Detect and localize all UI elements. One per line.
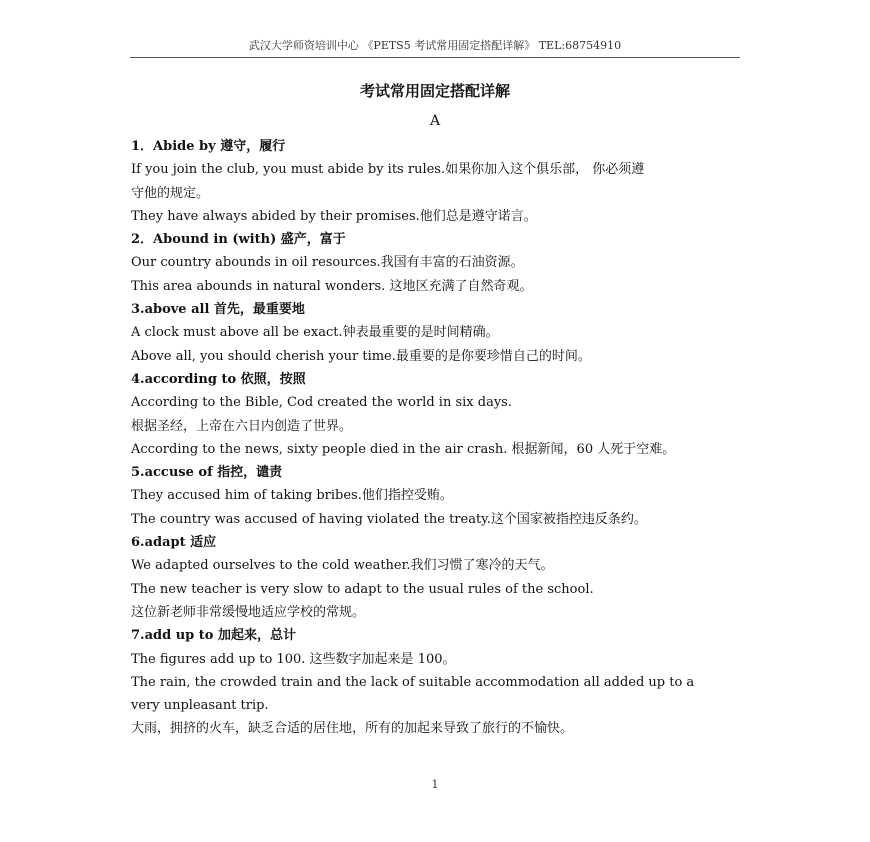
section-letter: A — [429, 113, 441, 129]
page-header: 武汉大学师资培训中心 《PETS5 考试常用固定搭配详解》 TEL:68754910 — [248, 39, 622, 52]
example-line: According to the news, sixty people died in the air crash. 根据新闻，60 人死于空难。 — [131, 441, 676, 457]
example-line: According to the Bible, Cod created the world in six days. — [131, 395, 512, 411]
example-line: Above all, you should cherish your time.最重要的是你要珍惜自己的时间。 — [131, 348, 591, 364]
example-line: They have always abided by their promises.他们总是遵守诺言。 — [131, 208, 537, 224]
example-line: We adapted ourselves to the cold weather.我们习惯了寒冷的天气。 — [131, 558, 554, 574]
entry-heading: 4.according to 依照，按照 — [131, 371, 306, 387]
example-line: 这位新老师非常缓慢地适应学校的常规。 — [131, 604, 366, 620]
entry-heading: 6.adapt 适应 — [131, 535, 217, 551]
example-line: very unpleasant trip. — [131, 698, 269, 714]
example-line: Our country abounds in oil resources.我国有丰富的石油资源。 — [131, 255, 524, 271]
entry-heading: 2．Abound in (with) 盛产，富于 — [131, 232, 346, 248]
example-line: This area abounds in natural wonders. 这地区充满了自然奇观。 — [131, 278, 533, 294]
example-line: The new teacher is very slow to adapt to the usual rules of the school. — [131, 581, 594, 597]
entry-heading: 7.add up to 加起来，总计 — [131, 628, 296, 644]
example-line: The figures add up to 100. 这些数字加起来是 100。 — [131, 651, 456, 667]
entry-heading: 5.accuse of 指控，谴责 — [131, 465, 283, 481]
document-title: 考试常用固定搭配详解 — [359, 82, 510, 100]
page-number: 1 — [431, 778, 439, 791]
example-line: If you join the club, you must abide by its rules.如果你加入这个俱乐部， 你必须遵 — [131, 162, 645, 178]
example-line: 根据圣经，上帝在六日内创造了世界。 — [131, 418, 353, 434]
entry-heading: 3.above all 首先，最重要地 — [131, 302, 305, 318]
example-line: 大雨，拥挤的火车，缺乏合适的居住地，所有的加起来导致了旅行的不愉快。 — [131, 721, 574, 737]
entry-heading: 1．Abide by 遵守，履行 — [131, 139, 286, 154]
example-line: The rain, the crowded train and the lack of suitable accommodation all added up to a — [131, 674, 695, 690]
example-line: The country was accused of having violated the treaty.这个国家被指控违反条约。 — [131, 511, 647, 527]
example-line: 守他的规定。 — [131, 185, 210, 201]
document-body — [131, 135, 743, 741]
header-divider — [130, 57, 740, 58]
example-line: A clock must above all be exact.钟表最重要的是时间精确。 — [131, 325, 499, 341]
example-line: They accused him of taking bribes.他们指控受贿。 — [131, 488, 453, 504]
